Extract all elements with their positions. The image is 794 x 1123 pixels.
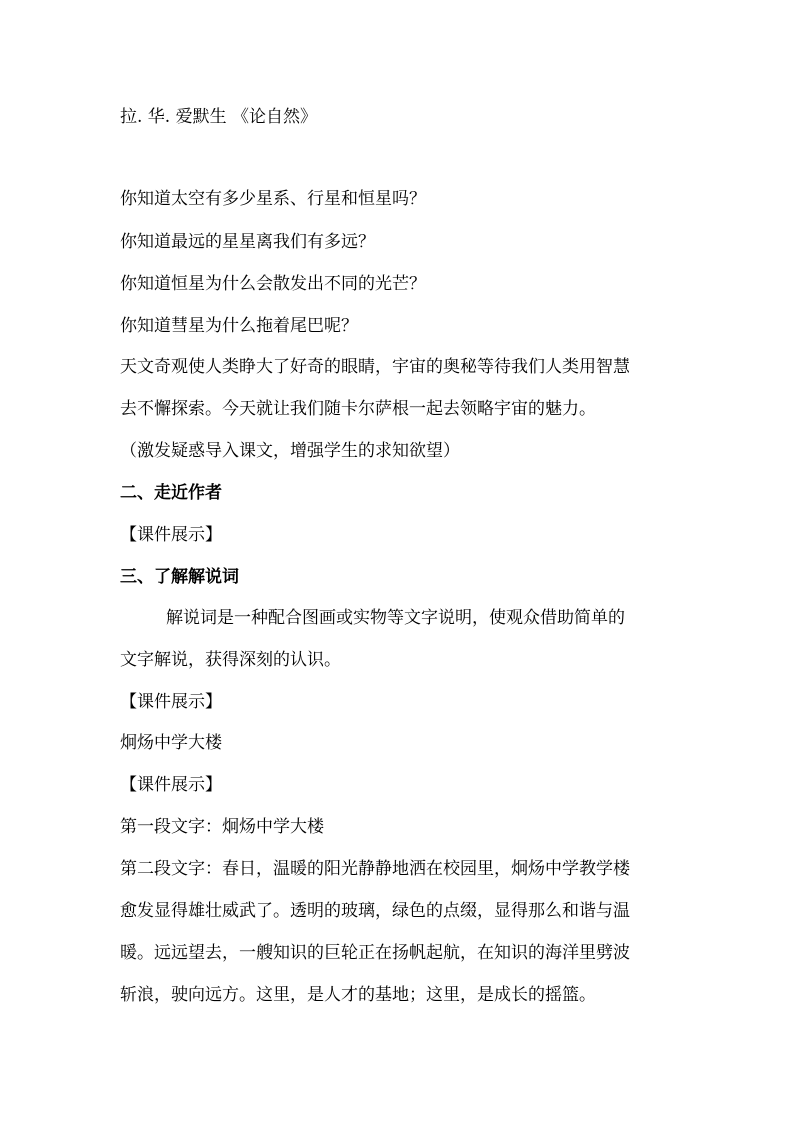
section-heading-author: 二、走近作者 xyxy=(120,483,222,503)
intro-paragraph-line-2: 去不懈探索。今天就让我们随卡尔萨根一起去领略宇宙的魅力。 xyxy=(120,399,596,419)
question-3: 你知道恒星为什么会散发出不同的光芒？ xyxy=(120,274,426,294)
definition-line-1: 解说词是一种配合图画或实物等文字说明，使观众借助简单的 xyxy=(166,608,625,628)
question-2: 你知道最远的星星离我们有多远？ xyxy=(120,232,375,252)
courseware-label: 【课件展示】 xyxy=(120,525,222,545)
text-second-line-3: 暖。远远望去，一艘知识的巨轮正在扬帆起航，在知识的海洋里劈波 xyxy=(120,943,630,963)
courseware-label: 【课件展示】 xyxy=(120,692,222,712)
citation: 拉. 华. 爱默生 《论自然》 xyxy=(120,107,318,127)
question-4: 你知道彗星为什么拖着尾巴呢？ xyxy=(120,316,358,336)
school-building-caption: 炯炀中学大楼 xyxy=(120,733,222,753)
question-1: 你知道太空有多少星系、行星和恒星吗？ xyxy=(120,189,426,209)
section-heading-commentary: 三、了解解说词 xyxy=(120,567,239,587)
text-second-line-2: 愈发显得雄壮威武了。透明的玻璃，绿色的点缀，显得那么和谐与温 xyxy=(120,901,630,921)
text-second-line-1: 第二段文字：春日，温暖的阳光静静地洒在校园里，炯炀中学教学楼 xyxy=(120,859,630,879)
text-first-paragraph: 第一段文字：炯炀中学大楼 xyxy=(120,817,324,837)
intro-note: （激发疑惑导入课文，增强学生的求知欲望） xyxy=(120,441,460,461)
courseware-label: 【课件展示】 xyxy=(120,775,222,795)
definition-line-2: 文字解说，获得深刻的认识。 xyxy=(120,650,341,670)
text-second-line-4: 斩浪，驶向远方。这里，是人才的基地；这里，是成长的摇篮。 xyxy=(120,985,596,1005)
intro-paragraph-line-1: 天文奇观使人类睁大了好奇的眼睛，宇宙的奥秘等待我们人类用智慧 xyxy=(120,357,630,377)
